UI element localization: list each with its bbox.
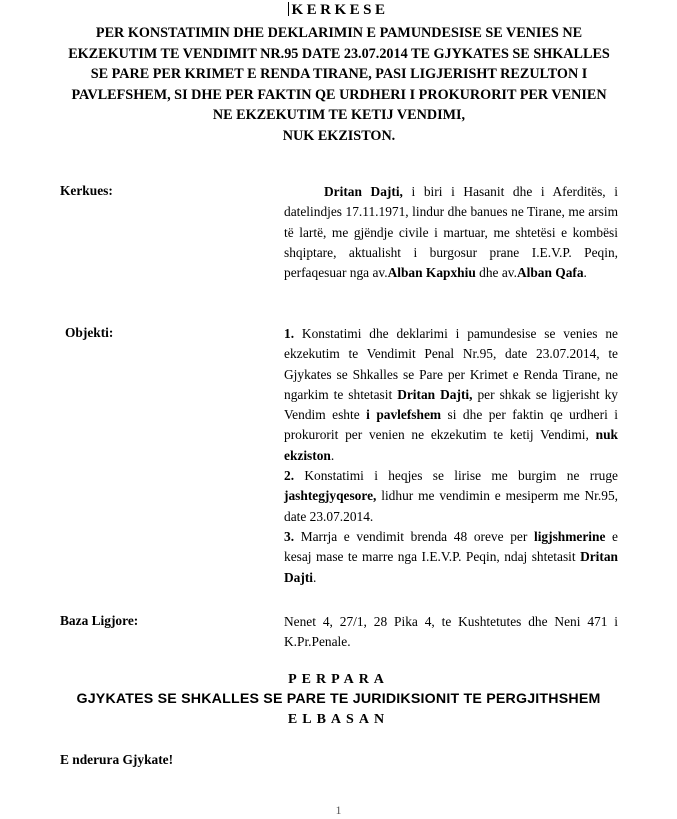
request-heading	[60, 23, 618, 146]
greeting: E nderura Gjykate!	[60, 752, 174, 767]
objekti-text	[284, 324, 618, 588]
kerkues-text: Dritan Dajti, i biri i Hasanit dhe i Aferditës, i datelindjes 17.11.1971, lindur dhe banues ne Tirane, me arsim të lartë, me gjëndje civile i martuar, me shtetësi e kombësi shqiptare, aktualisht i burgosur prane I.E.V.P. Peqin, perfaqesuar nga av.Alban Kapxhiu dhe av.Alban Qafa.	[284, 184, 618, 281]
heading-line: PAVLEFSHEM, SI DHE PER FAKTIN QE URDHERI I PROKURORIT PER VENIEN	[71, 86, 607, 103]
court-city: ELBASAN	[287, 712, 390, 727]
heading-line: EKZEKUTIM TE VENDIMIT NR.95 DATE 23.07.2014 TE GJYKATES SE SHKALLES	[68, 45, 610, 62]
text-cursor	[288, 2, 289, 16]
objekti-label: Objekti:	[65, 325, 114, 340]
heading-line: PER KONSTATIMIN DHE DEKLARIMIN E PAMUNDESISE SE VENIES NE	[95, 25, 583, 41]
heading-line: NUK EKZISTON.	[282, 127, 396, 144]
objekti-item-2: 2. Konstatimi i heqjes se lirise me burgim ne rruge jashtegjyqesore, lidhur me vendimin e mesiperm me Nr.95, date 23.07.2014.	[284, 468, 618, 524]
heading-line: NE EKZEKUTIM TE KETIJ VENDIMI,	[212, 107, 466, 123]
court-name: GJYKATES SE SHKALLES SE PARE TE JURIDIKSIONIT TE PERGJITHSHEM	[76, 691, 601, 707]
perpara-heading: PERPARA	[288, 672, 389, 687]
baza-text: Nenet 4, 27/1, 28 Pika 4, te Kushtetutes dhe Neni 471 i K.Pr.Penale.	[284, 614, 618, 650]
objekti-item-1: 1. Konstatimi dhe deklarimi i pamundesise se venies ne ekzekutim te Vendimit Penal Nr.95, date 23.07.2014, te Gjykates se Shkalles se Pare per Krimet e Renda Tirane, ne ngarkim te shtetasit Dritan Dajti, per shkak se ligjerisht ky Vendim eshte i pavlefshem si dhe per faktin qe urdheri i prokurorit per venien ne ekzekutim te ketij Vendimi, nuk ekziston.	[284, 326, 618, 463]
objekti-item-3: 3. Marrja e vendimit brenda 48 oreve per ligjshmerine e kesaj mase te marre nga I.E.V.P. Peqin, ndaj shtetasit Dritan Dajti.	[284, 528, 618, 585]
kerkues-label: Kerkues:	[60, 183, 113, 198]
baza-label: Baza Ligjore:	[60, 613, 139, 628]
heading-line: SE PARE PER KRIMET E RENDA TIRANE, PASI LIGJERISHT REZULTON I	[90, 66, 588, 82]
page-number: 1	[335, 803, 342, 817]
document-title: KERKESE	[0, 2, 677, 19]
